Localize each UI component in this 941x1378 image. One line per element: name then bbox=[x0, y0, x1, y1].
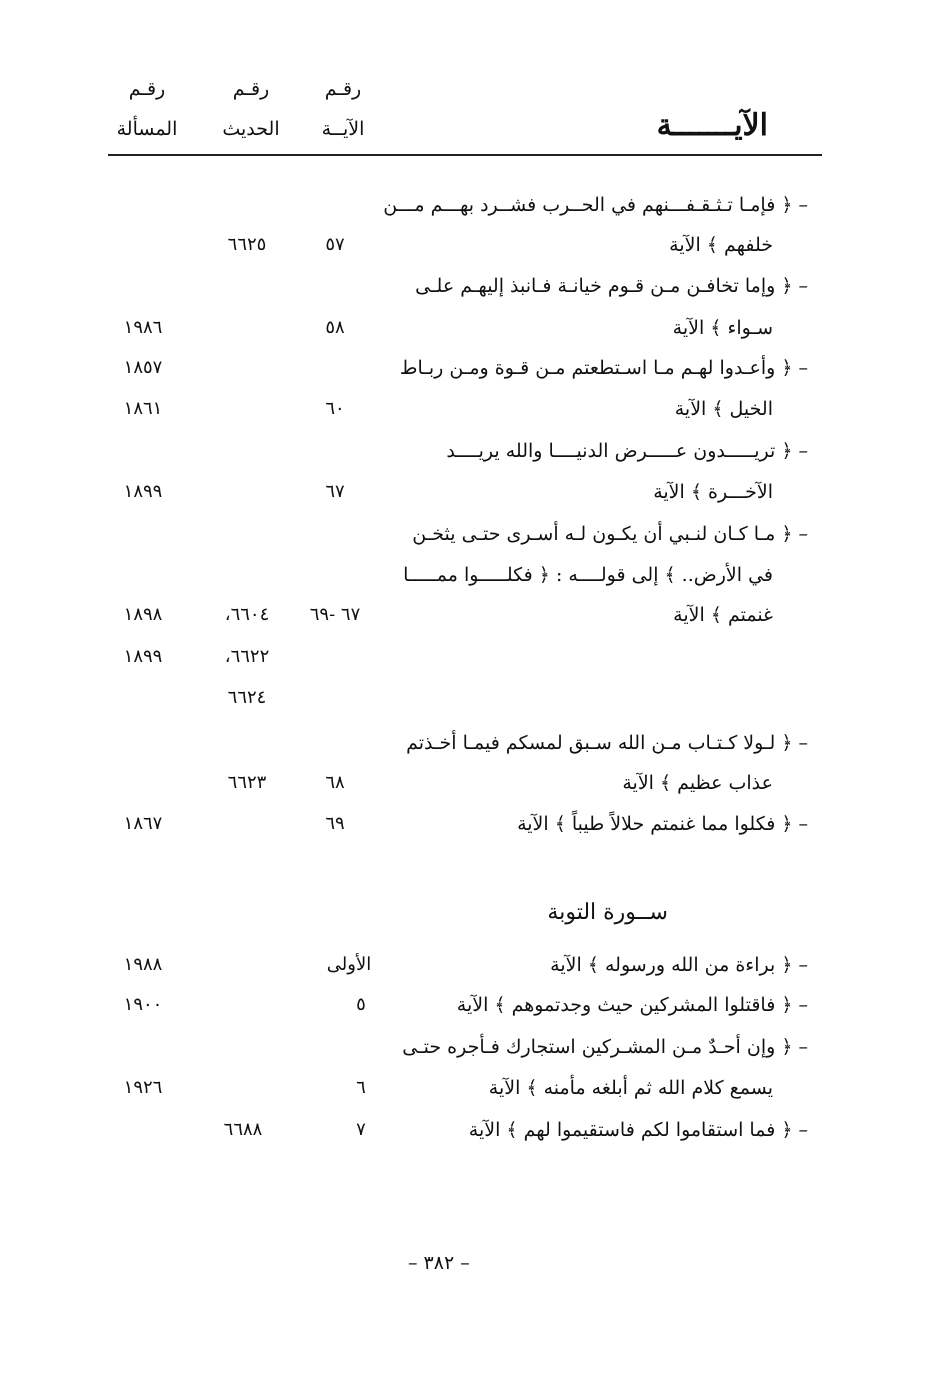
ayah-number: ٦٠ bbox=[325, 398, 345, 419]
verse-line: – ﴿ تريـــــدون عـــــرض الدنيــــا والله يريــــد bbox=[446, 440, 808, 462]
verse-line: في الأرض.. ﴾ إلى قولــــه : ﴿ فكلـــــوا ممـــــا bbox=[403, 564, 773, 586]
masala-number: ١٩٢٦ bbox=[123, 1077, 163, 1098]
ayah-number: ٥ bbox=[356, 994, 366, 1015]
verse-line: – ﴿ مـا كـان لنـبي أن يكـون لـه أسـرى حتـى يثخـن bbox=[412, 523, 808, 545]
masala-number: ١٩٨٨ bbox=[123, 954, 163, 975]
masala-number: ١٨٩٩ bbox=[123, 481, 163, 502]
verse-line: – ﴿ وإن أحـدٌ مـن المشـركين استجارك فـأجره حتـى bbox=[402, 1036, 808, 1058]
hadith-number: ٦٦٨٨ bbox=[223, 1119, 263, 1140]
header-rule bbox=[108, 154, 822, 156]
verse-line: يسمع كلام الله ثم أبلغه مأمنه ﴾ الآية bbox=[488, 1077, 773, 1099]
masala-number: ١٨٥٧ bbox=[123, 357, 163, 378]
hadith-number: ٦٦٢٢، bbox=[224, 646, 270, 667]
header-ayah-bottom: الآيــة bbox=[321, 118, 365, 140]
page-title: الآيـــــــة bbox=[656, 108, 768, 143]
header-hadith-top: رقـم bbox=[232, 78, 270, 100]
ayah-number: ٦٨ bbox=[325, 772, 345, 793]
verse-line: – ﴿ فما استقاموا لكم فاستقيموا لهم ﴾ الآية bbox=[468, 1119, 808, 1141]
page-number: – ٣٨٢ – bbox=[408, 1252, 470, 1274]
header-hadith-bottom: الحديث bbox=[222, 118, 280, 140]
surah-title: ســورة التوبة bbox=[547, 900, 668, 925]
hadith-number: ٦٦٢٥ bbox=[227, 234, 267, 255]
verse-line: – ﴿ براءة من الله ورسوله ﴾ الآية bbox=[550, 954, 808, 976]
ayah-number: ٥٨ bbox=[325, 317, 345, 338]
header-masala-bottom: المسألة bbox=[116, 118, 178, 140]
ayah-number: ٦ bbox=[356, 1077, 366, 1098]
verse-line: – ﴿ فإمـا تـثـقـفـــنهم في الحــرب فشــرد بهـــم مـــن bbox=[383, 194, 808, 216]
ayah-number: ٥٧ bbox=[325, 234, 345, 255]
hadith-number: ٦٦٢٤ bbox=[227, 687, 267, 708]
verse-line: عذاب عظيم ﴾ الآية bbox=[622, 772, 773, 794]
verse-line: الخيل ﴾ الآية bbox=[674, 398, 773, 420]
masala-number: ١٨٩٨ bbox=[123, 604, 163, 625]
header-masala-top: رقـم bbox=[128, 78, 166, 100]
ayah-number: الأولى bbox=[326, 954, 372, 975]
masala-number: ١٨٩٩ bbox=[123, 646, 163, 667]
verse-line: الآخـــرة ﴾ الآية bbox=[653, 481, 773, 503]
ayah-number: ٦٩ bbox=[325, 813, 345, 834]
header-ayah-top: رقـم bbox=[324, 78, 362, 100]
verse-line: – ﴿ وأعـدوا لهـم مـا اسـتطعتم مـن قـوة ومـن ربـاط bbox=[399, 357, 808, 379]
verse-line: – ﴿ وإما تخافـن مـن قـوم خيانـة فـانبذ إليهـم علـى bbox=[415, 275, 808, 297]
hadith-number: ٦٦٠٤، bbox=[224, 604, 270, 625]
masala-number: ١٨٦٧ bbox=[123, 813, 163, 834]
verse-line: غنمتم ﴾ الآية bbox=[673, 604, 773, 626]
masala-number: ١٩٨٦ bbox=[123, 317, 163, 338]
verse-line: سـواء ﴾ الآية bbox=[672, 317, 773, 339]
ayah-number: ٦٧ -٦٩ bbox=[309, 604, 361, 625]
verse-line: خلفهم ﴾ الآية bbox=[669, 234, 773, 256]
verse-line: – ﴿ فكلوا مما غنمتم حلالاً طيباً ﴾ الآية bbox=[517, 813, 808, 835]
ayah-number: ٧ bbox=[356, 1119, 366, 1140]
masala-number: ١٨٦١ bbox=[123, 398, 163, 419]
masala-number: ١٩٠٠ bbox=[123, 994, 163, 1015]
ayah-number: ٦٧ bbox=[325, 481, 345, 502]
verse-line: – ﴿ لـولا كـتـاب مـن الله سـبق لمسكم فيمـا أخـذتم bbox=[406, 732, 808, 754]
hadith-number: ٦٦٢٣ bbox=[227, 772, 267, 793]
verse-line: – ﴿ فاقتلوا المشركين حيث وجدتموهم ﴾ الآية bbox=[456, 994, 808, 1016]
